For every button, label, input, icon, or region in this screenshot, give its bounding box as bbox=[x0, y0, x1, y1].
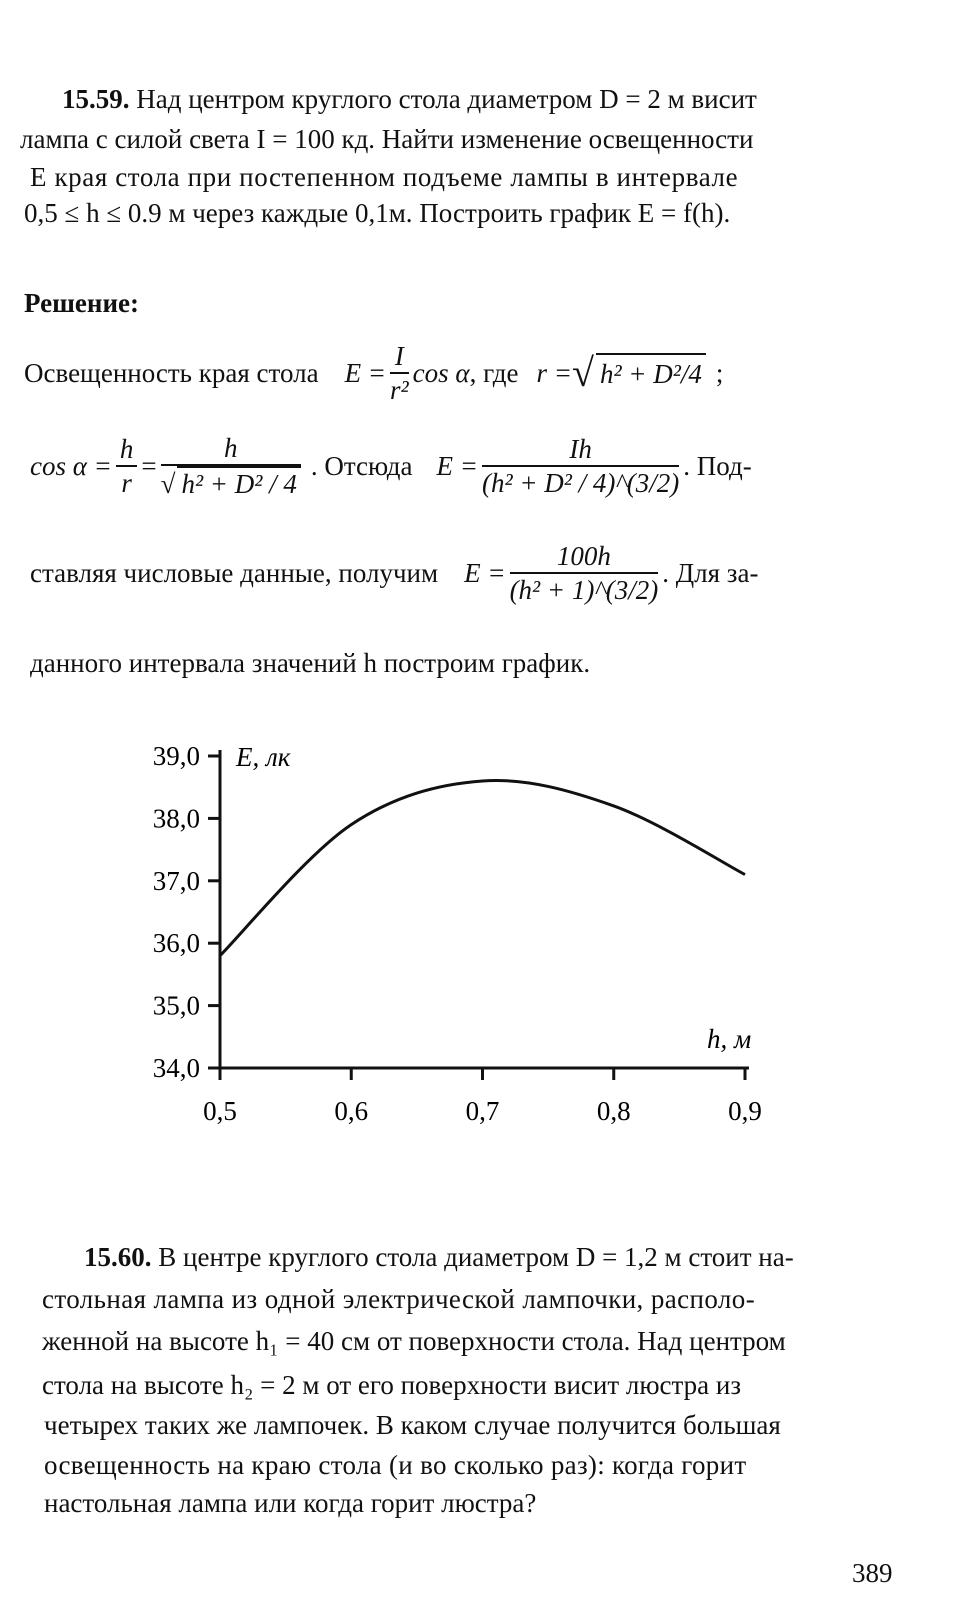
y-tick-label: 34,0 bbox=[152, 1053, 200, 1083]
solution-text: Освещенность края стола bbox=[24, 358, 319, 388]
fraction-Ih bbox=[482, 433, 679, 499]
fraction-I-r2 bbox=[390, 340, 409, 406]
fraction-numerator: h bbox=[116, 433, 138, 467]
solution-line-1: Освещенность края стола E = $\frac{I}{\text{r²}}$ cos α , где r = √ h² + D²/4 ; bbox=[24, 341, 724, 405]
fraction-numerator: I bbox=[390, 340, 409, 374]
problem-15-60-line-3: женной на высоте h₁ = 40 см от поверхности стола. Над центром bbox=[42, 1326, 786, 1356]
problem-number: 15.59. bbox=[62, 84, 130, 114]
problem-text: Над центром круглого стола диаметром D = 2 м висит bbox=[136, 84, 757, 114]
y-tick-label: 36,0 bbox=[152, 928, 200, 959]
y-tick-label: 37,0 bbox=[152, 865, 200, 896]
fraction-denominator: (h² + D² / 4)^(3/2) bbox=[481, 468, 680, 498]
page-number: 389 bbox=[852, 1558, 893, 1588]
problem-15-59-line-4: 0,5 ≤ h ≤ 0.9 м через каждые 0,1м. Построить график E = f(h). bbox=[24, 198, 731, 228]
solution-line-2: cos α = $\frac{h}{r}$ = $\frac{h}{\text{√ h² + D² / 4}}$ . Отсюда E = $\frac{Ih}{\text{(h² + D² / 4)\textasciicircum{}(3/2)}}$ . Под- bbox=[30, 433, 752, 499]
formula-E: E = bbox=[464, 558, 506, 588]
problem-text: В центре круглого стола диаметром D = 1,2 м стоит на- bbox=[158, 1242, 794, 1272]
problem-15-60-line-1 bbox=[84, 1238, 794, 1276]
fraction-numerator: 100h bbox=[510, 540, 659, 574]
formula-cos-alpha: cos α = bbox=[30, 451, 112, 481]
series-line bbox=[220, 780, 745, 955]
fraction-100h bbox=[510, 540, 659, 606]
solution-line-4: данного интервала значений h построим график. bbox=[30, 648, 591, 678]
problem-15-60-line-7: настольная лампа или когда горит люстра? bbox=[44, 1488, 537, 1518]
fraction-h-sqrt bbox=[161, 432, 301, 500]
x-axis-label: h, м bbox=[707, 1024, 752, 1054]
fraction-denominator: √ h² + D² / 4 bbox=[161, 466, 301, 500]
problem-15-59-line-1 bbox=[62, 80, 757, 118]
sqrt-radicand: h² + D² / 4 bbox=[177, 466, 300, 500]
x-tick-label: 0,7 bbox=[465, 1096, 500, 1126]
fraction-h-r bbox=[116, 433, 138, 499]
problem-number: 15.60. bbox=[84, 1242, 152, 1272]
x-tick-label: 0,5 bbox=[203, 1096, 237, 1126]
solution-heading: Решение: bbox=[24, 288, 139, 318]
solution-tail: . Для за- bbox=[662, 558, 759, 588]
fraction-denominator: (h² + 1)^(3/2) bbox=[509, 575, 659, 605]
problem-15-59-line-2: лампа с силой света I = 100 кд. Найти изменение освещенности bbox=[20, 124, 754, 154]
problem-15-60-line-2: стольная лампа из одной электрической лампочки, располо- bbox=[42, 1284, 756, 1314]
problem-15-60-line-4: стола на высоте h₂ = 2 м от его поверхности висит люстра из bbox=[42, 1370, 741, 1400]
fraction-denominator: r² bbox=[390, 375, 409, 405]
solution-hence: . Отсюда bbox=[310, 451, 413, 481]
sqrt-sign: √ bbox=[572, 350, 594, 395]
x-tick-label: 0,8 bbox=[596, 1096, 631, 1126]
x-tick-label: 0,9 bbox=[728, 1096, 762, 1126]
illuminance-chart bbox=[0, 720, 970, 1140]
problem-15-59-line-3: E края стола при постепенном подъеме лампы в интервале bbox=[30, 162, 739, 192]
y-tick-label: 38,0 bbox=[152, 803, 200, 834]
formula-cos: cos α bbox=[412, 358, 470, 388]
problem-15-60-line-6: освещенность на краю стола (и во сколько раз): когда горит bbox=[44, 1450, 747, 1480]
formula-E: E = bbox=[436, 451, 478, 481]
fraction-denominator: r bbox=[121, 468, 132, 498]
formula-where: , где bbox=[469, 358, 519, 388]
fraction-numerator: h bbox=[161, 432, 301, 466]
solution-text: ставляя числовые данные, получим bbox=[30, 558, 439, 588]
sqrt-radicand: h² + D²/4 bbox=[596, 353, 706, 393]
solution-line-3 bbox=[30, 540, 758, 606]
fraction-numerator: Ih bbox=[482, 433, 679, 467]
y-tick-label: 39,0 bbox=[152, 741, 200, 771]
problem-15-60-line-5: четырех таких же лампочек. В каком случае получится большая bbox=[44, 1410, 781, 1440]
x-tick-label: 0,6 bbox=[334, 1096, 369, 1126]
formula-E: E = bbox=[344, 358, 387, 388]
y-axis-label: E, лк bbox=[236, 742, 291, 772]
y-tick-label: 35,0 bbox=[152, 990, 200, 1021]
solution-tail: . Под- bbox=[683, 451, 752, 481]
formula-r: r = bbox=[536, 358, 572, 388]
